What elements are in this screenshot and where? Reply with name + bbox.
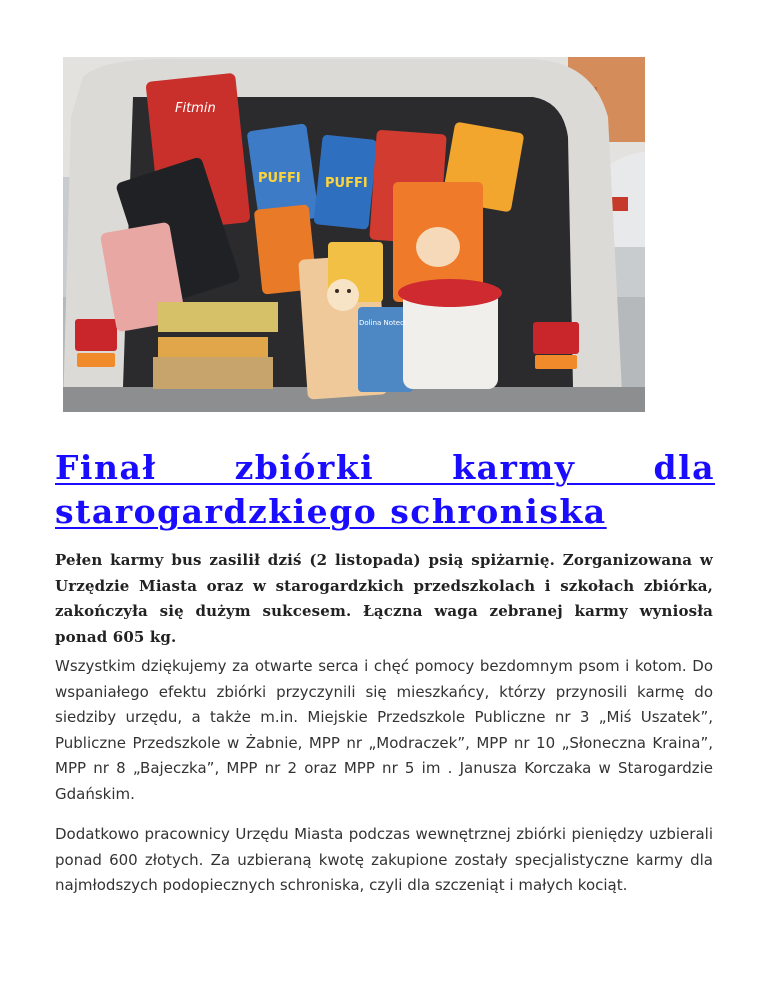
bag-label-fitmin: Fitmin [175, 101, 216, 116]
article-lead: Pełen karmy bus zasilił dziś (2 listopada) psią spiżarnię. Zorganizowana w Urzędzie Miasta oraz w starogardzkich przedszkolach i szkołach zbiórka, zakończyła się dużym sukcesem. Łączna waga zebranej karmy wyniosła ponad 605 kg. [55, 551, 713, 646]
bag-label-puffi-2: PUFFI [325, 176, 368, 191]
article-photo [63, 57, 645, 412]
article-paragraph-2: Dodatkowo pracownicy Urzędu Miasta podczas wewnętrznej zbiórki pieniędzy uzbierali ponad 600 złotych. Za uzbieraną kwotę zakupione zostały specjalistyczne karmy dla najmłodszych podopiecznych schroniska, czyli dla szczeniąt i małych kociąt. [55, 825, 713, 894]
van-with-pet-food-illustration [63, 57, 645, 412]
bag-label-puffi-1: PUFFI [258, 171, 301, 186]
article-title [55, 446, 715, 534]
article-title-link[interactable]: Finał zbiórki karmy dla starogardzkiego schroniska [55, 448, 715, 531]
article-paragraph-1: Wszystkim dziękujemy za otwarte serca i chęć pomocy bezdomnym psom i kotom. Do wspaniałego efektu zbiórki przyczynili się mieszkańcy, którzy przynosili karmę do siedziby urzędu, a także m.in. Miejskie Przedszkole Publiczne nr 3 „Miś Uszatek”, Publiczne Przedszkole w Żabnie, MPP nr „Modraczek”, MPP nr 10 „Słoneczna Kraina”, MPP nr 8 „Bajeczka”, MPP nr 2 oraz MPP nr 5 im . Janusza Korczaka w Starogardzie Gdańskim. [55, 657, 713, 803]
bag-label-dolina-noteci: Dolina Noteci [359, 319, 406, 327]
